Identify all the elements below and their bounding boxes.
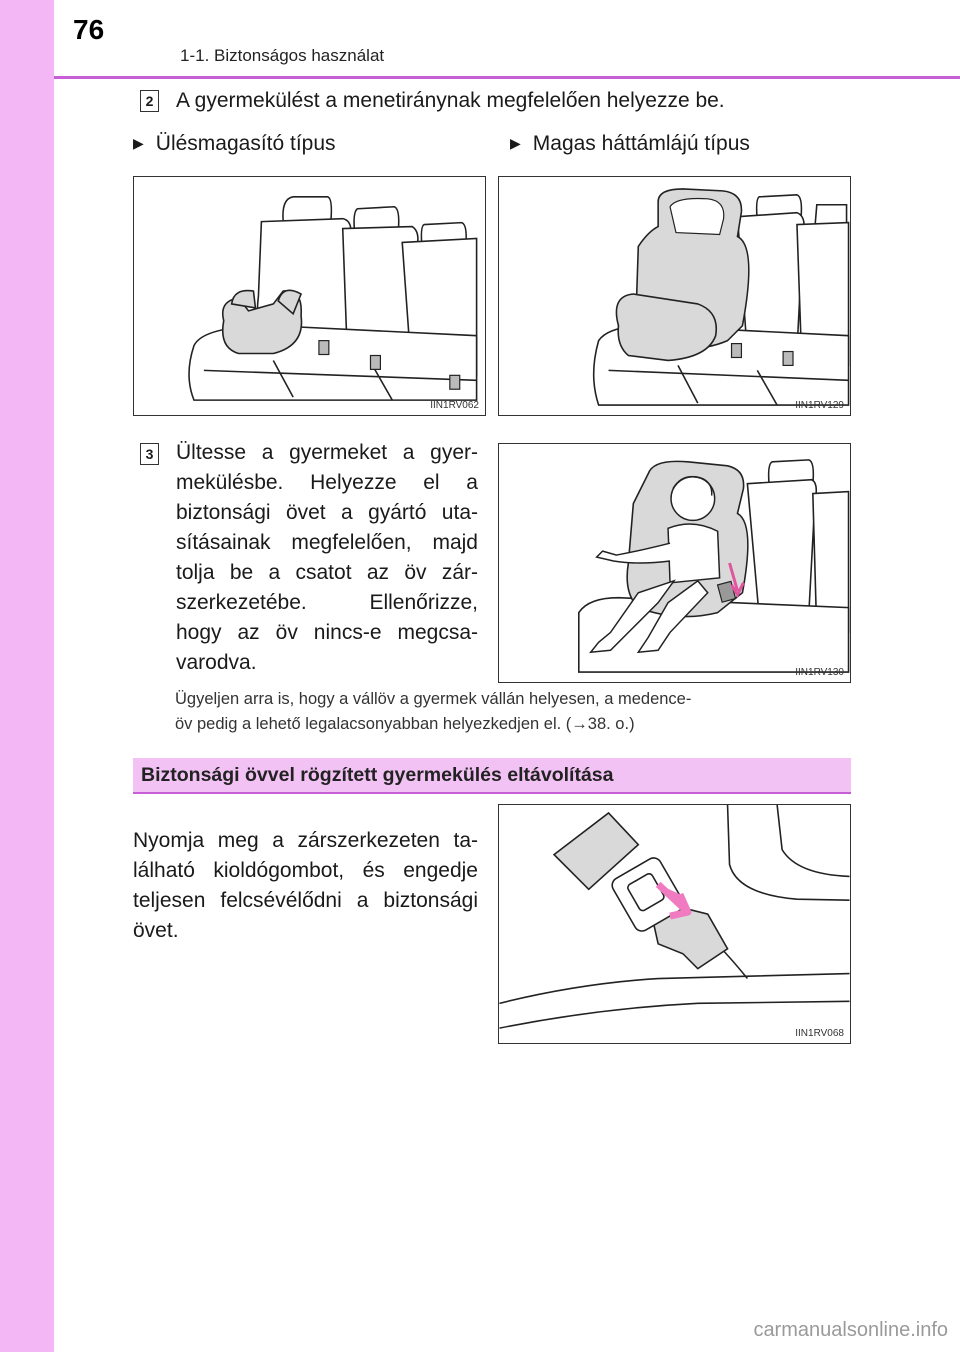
figure-code: IIN1RV129 — [795, 400, 844, 411]
booster-seat-illustration — [134, 177, 485, 415]
type-label-high-back: ▶ Magas háttámlájú típus — [510, 132, 750, 155]
high-back-seat-illustration — [499, 177, 850, 415]
step2-text: A gyermekülést a menetiránynak megfelelően helyezze be. — [176, 89, 725, 112]
section-heading-removal: Biztonsági övvel rögzített gyermekülés eltávolítása — [133, 758, 851, 794]
step-number-2: 2 — [140, 90, 159, 112]
removal-text: Nyomja meg a zárszerkezeten ta- lálható kioldógombot, és engedje teljesen felcsévélődni a biztonsági övet. — [133, 829, 478, 942]
watermark: carmanualsonline.info — [753, 1319, 948, 1341]
child-seat-belt-illustration — [499, 444, 850, 682]
figure-booster-seat — [133, 176, 486, 416]
step3-text: Ültesse a gyermeket a gyer- mekülésbe. Helyezze el a biztonsági övet a gyártó uta- sításainak megfelelően, majd tolja be a csatot az öv zár- szerkezetébe. Ellenőrizze, hogy az öv nincs-e megcsa- varodva. — [176, 441, 478, 674]
triangle-bullet-icon: ▶ — [133, 135, 144, 151]
side-color-bar — [0, 0, 54, 1352]
figure-code: IIN1RV068 — [795, 1028, 844, 1039]
step-number-3: 3 — [140, 443, 159, 465]
buckle-release-illustration — [499, 805, 850, 1043]
figure-buckle-release — [498, 804, 851, 1044]
type-label-booster: ▶ Ülésmagasító típus — [133, 132, 336, 155]
figure-high-back-seat — [498, 176, 851, 416]
figure-code: IIN1RV130 — [795, 667, 844, 678]
figure-child-buckled — [498, 443, 851, 683]
step3-note: Ügyeljen arra is, hogy a vállöv a gyermek vállán helyesen, a medence- öv pedig a lehető legalacsonyabban helyezkedjen el. (→38. o.) — [175, 690, 692, 733]
triangle-bullet-icon: ▶ — [510, 135, 521, 151]
page-number: 76 — [73, 14, 105, 45]
section-title: 1-1. Biztonságos használat — [180, 46, 385, 65]
figure-code: IIN1RV062 — [430, 400, 479, 411]
header-rule — [54, 76, 960, 79]
